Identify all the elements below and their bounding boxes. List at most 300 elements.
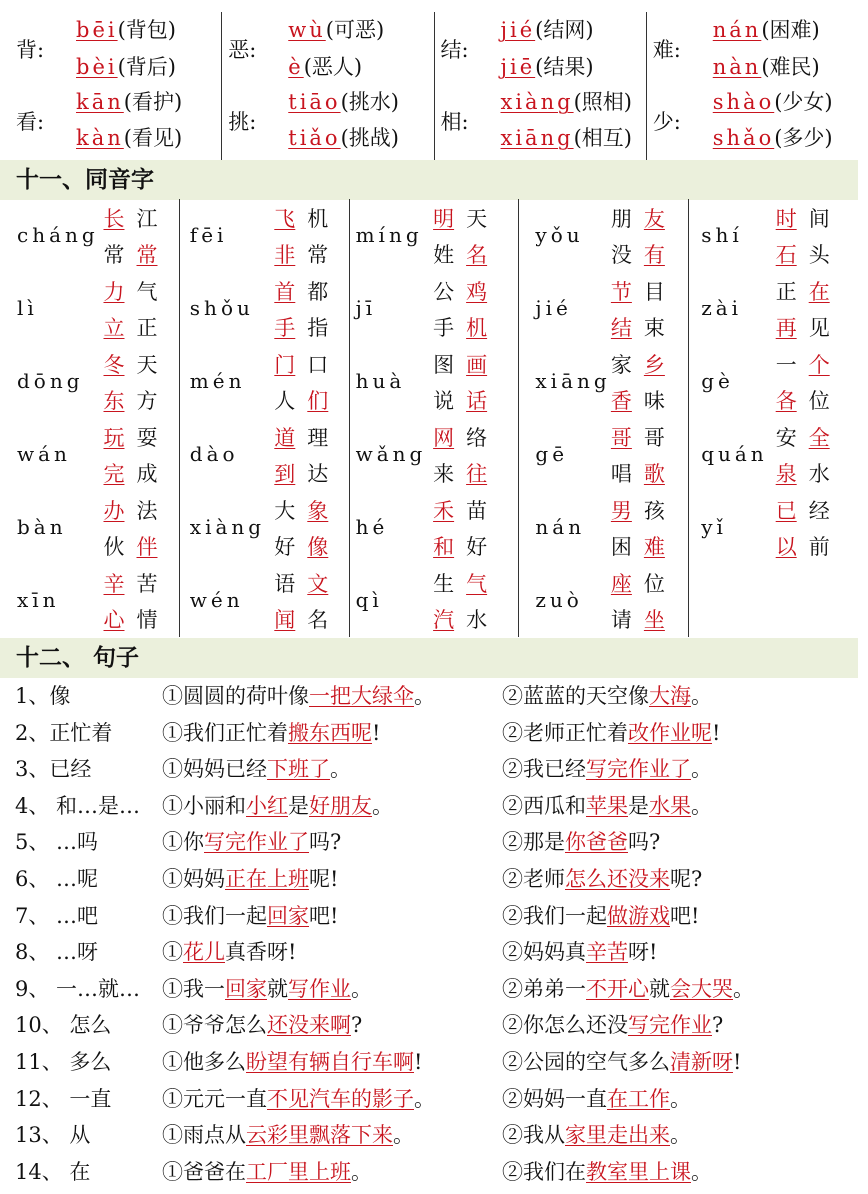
homophone-char: 机 [466, 316, 488, 340]
answer-text: 大海 [649, 684, 691, 708]
homophone-char: 好 [274, 535, 296, 559]
homophone-pinyin: míng [355, 223, 423, 247]
homophone-char: 天 [466, 207, 488, 231]
sentence-text: ②我已经 [502, 757, 586, 782]
homophone-char: 常 [136, 243, 158, 267]
homophone-char: 玩 [103, 426, 125, 450]
answer-text: 清新呀 [670, 1050, 733, 1074]
example-sentence [502, 753, 712, 783]
example-word: (结果) [535, 55, 594, 79]
homophone-char: 男 [610, 499, 632, 523]
sentence-text: 。 [372, 793, 393, 818]
homophone-char: 文 [307, 572, 329, 596]
homophone-char: 水 [808, 462, 830, 486]
example-sentence [162, 1156, 372, 1186]
sentence-number: 12、 一直 [15, 1086, 112, 1111]
polyphone-entry [76, 86, 182, 116]
homophone-char: 门 [274, 353, 296, 377]
polyphone-entry [288, 14, 384, 44]
example-word: (可恶) [325, 18, 385, 42]
homophone-char: 象 [307, 499, 329, 523]
homophone-char: 伙 [103, 535, 125, 559]
homophone-pinyin: mén [189, 369, 246, 393]
homophone-char: 正 [136, 316, 158, 340]
answer-text: 写完作业了 [586, 757, 691, 782]
answer-text: 辛苦 [586, 940, 628, 965]
homophone-char: 长 [103, 207, 125, 231]
homophone-char: 天 [136, 353, 158, 377]
answer-text: 搬东西呢 [288, 720, 372, 745]
homophone-pinyin: gē [535, 442, 569, 466]
homophone-char: 时 [775, 207, 797, 231]
polyphone-char: 少: [652, 110, 681, 134]
sentence-text: 。 [733, 976, 754, 1001]
example-word: (挑水) [340, 90, 399, 114]
answer-text: 正在上班 [225, 867, 309, 891]
homophone-char: 伴 [136, 535, 158, 559]
answer-text: 不见汽车的影子 [267, 1086, 414, 1111]
answer-text: 家里走出来 [565, 1123, 670, 1148]
polyphone-char: 背: [16, 38, 45, 62]
example-sentence [502, 680, 712, 710]
sentence-number: 6、 …呢 [15, 867, 99, 891]
homophone-char: 水 [466, 608, 488, 632]
homophone-char: 辛 [103, 572, 125, 596]
answer-text: 回家 [267, 903, 309, 928]
homophone-char: 心 [103, 608, 125, 632]
example-sentence [502, 936, 657, 966]
homophone-char: 完 [103, 462, 125, 486]
homophone-char: 苗 [466, 499, 488, 523]
homophone-char: 东 [103, 389, 125, 413]
homophone-pinyin: wén [189, 588, 244, 612]
homophone-char: 姓 [433, 243, 455, 267]
example-sentence [162, 717, 380, 747]
homophone-pinyin: dào [189, 442, 239, 466]
homophone-pinyin: yǐ [701, 515, 727, 539]
homophone-pinyin: yǒu [535, 223, 584, 247]
example-word: (背包) [117, 18, 176, 42]
sentence-text: ②妈妈真 [502, 940, 586, 965]
homophone-char: 唱 [610, 462, 632, 486]
example-sentence [502, 1083, 691, 1113]
example-sentence [162, 863, 338, 893]
example-word: (多少) [774, 126, 833, 150]
polyphone-entry [713, 14, 820, 44]
polyphone-char: 恶: [228, 38, 257, 62]
sentence-text: ? [351, 1013, 363, 1038]
sentence-text: 。 [414, 1086, 435, 1111]
pinyin: tiāo [288, 90, 341, 114]
answer-text: 一把大绿伞 [309, 684, 414, 708]
answer-text: 怎么还没来 [565, 867, 670, 891]
pinyin: è [288, 55, 304, 79]
polyphone-entry [288, 86, 399, 116]
sentence-text: ①雨点从 [162, 1123, 246, 1148]
sentence-text: ① [162, 940, 183, 965]
answer-text: 云彩里飘落下来 [246, 1123, 393, 1148]
homophone-char: 歌 [643, 462, 665, 486]
homophone-char: 手 [433, 316, 455, 340]
sentence-text: ①圆圆的荷叶像 [162, 684, 309, 708]
polyphone-entry [713, 86, 833, 116]
sentence-text: 真香呀! [225, 940, 297, 965]
homophone-pinyin: nán [535, 515, 586, 539]
homophone-char: 经 [808, 499, 830, 523]
homophone-char: 好 [466, 535, 488, 559]
example-word: (看见) [123, 126, 183, 150]
sentence-text: 呢? [670, 867, 703, 891]
answer-text: 写完作业 [628, 1013, 712, 1038]
homophone-table [10, 199, 858, 637]
example-word: (恶人) [303, 55, 363, 79]
homophone-char: 以 [775, 535, 797, 559]
homophone-pinyin: wǎng [355, 442, 427, 466]
homophone-char: 全 [808, 426, 830, 450]
example-sentence [502, 1009, 723, 1039]
sentence-number: 5、 …吗 [15, 830, 99, 855]
homophone-char: 说 [433, 389, 455, 413]
sentence-text: 就 [267, 976, 288, 1001]
homophone-char: 非 [274, 243, 296, 267]
homophone-pinyin: xiàng [189, 515, 266, 539]
homophone-column [350, 199, 520, 637]
homophone-char: 没 [610, 243, 632, 267]
homophone-char: 首 [274, 280, 296, 304]
polyphone-entry [76, 14, 176, 44]
answer-text: 好朋友 [309, 793, 372, 818]
homophone-char: 味 [643, 389, 665, 413]
sentence-text: ②那是 [502, 830, 565, 855]
homophone-pinyin: huà [355, 369, 406, 393]
sentence-text: ②弟弟一 [502, 976, 586, 1001]
homophone-pinyin: qì [355, 588, 383, 612]
sentence-text: ②你怎么还没 [502, 1013, 628, 1038]
sentence-text: 。 [691, 757, 712, 782]
sentence-text: 呀! [628, 940, 658, 965]
homophone-char: 指 [307, 316, 329, 340]
example-sentence [502, 1046, 741, 1076]
sentence-number: 8、 …呀 [15, 940, 99, 965]
answer-text: 改作业呢 [628, 720, 712, 745]
polyphone-char: 看: [16, 110, 45, 134]
homophone-char: 都 [307, 280, 329, 304]
homophone-char: 生 [433, 572, 455, 596]
polyphone-entry [76, 122, 182, 152]
pinyin: xiāng [500, 126, 574, 150]
example-word: (少女) [774, 90, 833, 114]
pinyin: wù [288, 18, 326, 42]
homophone-char: 头 [808, 243, 830, 267]
example-sentence [162, 973, 372, 1003]
sentence-text: 就 [649, 976, 670, 1001]
pinyin: kān [76, 90, 124, 114]
homophone-char: 见 [808, 316, 830, 340]
homophone-char: 间 [808, 207, 830, 231]
homophone-char: 个 [808, 353, 830, 377]
homophone-char: 苦 [136, 572, 158, 596]
homophone-char: 正 [775, 280, 797, 304]
sentence-number: 7、 …吧 [15, 903, 99, 928]
homophone-char: 坐 [643, 608, 665, 632]
homophone-pinyin: cháng [17, 223, 99, 247]
sentence-text: ②老师 [502, 867, 565, 891]
example-word: (挑战) [340, 126, 399, 150]
example-sentence [162, 1009, 362, 1039]
homophone-pinyin: shí [701, 223, 743, 247]
homophone-char: 座 [610, 572, 632, 596]
homophone-char: 请 [610, 608, 632, 632]
sentence-text: 。 [670, 1123, 691, 1148]
sentence-text: ②我们一起 [502, 903, 607, 928]
sentence-text: 。 [351, 1159, 372, 1184]
example-sentence [502, 973, 754, 1003]
section-12-title: 十二、 句子 [16, 645, 140, 671]
sentence-text: 。 [670, 1086, 691, 1111]
example-word: (照相) [573, 90, 632, 114]
homophone-char: 目 [643, 280, 665, 304]
homophone-char: 网 [433, 426, 455, 450]
homophone-char: 家 [610, 353, 632, 377]
homophone-char: 手 [274, 316, 296, 340]
homophone-char: 络 [466, 426, 488, 450]
homophone-pinyin: hé [355, 515, 389, 539]
polyphone-column [647, 12, 858, 160]
example-word: (相互) [573, 126, 632, 150]
sentence-text: 吧! [309, 903, 339, 928]
sentence-text: 。 [691, 684, 712, 708]
polyphone-entry [713, 51, 820, 81]
homophone-pinyin: gè [701, 369, 734, 393]
homophone-pinyin: lì [17, 296, 38, 320]
homophone-char: 冬 [103, 353, 125, 377]
sentence-number: 3、已经 [15, 757, 92, 782]
example-sentence [162, 680, 435, 710]
answer-text: 不开心 [586, 976, 649, 1001]
homophone-char: 结 [610, 316, 632, 340]
pinyin: nán [712, 18, 762, 42]
homophone-char: 节 [610, 280, 632, 304]
homophone-char: 立 [103, 316, 125, 340]
homophone-char: 禾 [433, 499, 455, 523]
homophone-char: 乡 [643, 353, 665, 377]
homophone-char: 像 [307, 535, 329, 559]
polyphone-entry [501, 122, 632, 152]
polyphone-char: 相: [440, 110, 469, 134]
answer-text: 水果 [649, 793, 691, 818]
example-sentence [162, 900, 338, 930]
homophone-pinyin: fēi [189, 223, 228, 247]
answer-text: 写作业 [288, 976, 351, 1001]
sentence-number: 2、正忙着 [15, 720, 113, 745]
homophone-char: 已 [775, 499, 797, 523]
example-word: (困难) [761, 18, 820, 42]
polyphone-entry [288, 122, 399, 152]
homophone-char: 朋 [610, 207, 632, 231]
sentence-text: 吗? [628, 830, 661, 855]
sentence-text: ①他多么 [162, 1050, 246, 1074]
homophone-char: 各 [775, 389, 797, 413]
sentence-text: 。 [691, 1159, 712, 1184]
homophone-char: 安 [775, 426, 797, 450]
homophone-char: 前 [808, 535, 830, 559]
sentence-text: ! [414, 1050, 423, 1074]
sentence-text: ! [733, 1050, 742, 1074]
homophone-char: 明 [433, 207, 455, 231]
homophone-char: 们 [307, 389, 329, 413]
sentence-text: ②妈妈一直 [502, 1086, 607, 1111]
homophone-column [519, 199, 689, 637]
answer-text: 在工作 [607, 1086, 670, 1111]
sentence-text: ①我们一起 [162, 903, 267, 928]
homophone-char: 力 [103, 280, 125, 304]
pinyin: jiē [500, 55, 536, 79]
sentence-text: ①妈妈 [162, 867, 225, 891]
homophone-char: 到 [274, 462, 296, 486]
homophone-char: 达 [307, 462, 329, 486]
homophone-char: 闻 [274, 608, 296, 632]
example-word: (背后) [117, 55, 176, 79]
homophone-char: 语 [274, 572, 296, 596]
sentence-text: ②西瓜和 [502, 793, 586, 818]
homophone-char: 和 [433, 535, 455, 559]
sentence-text: ! [372, 720, 381, 745]
sentence-text: 。 [691, 793, 712, 818]
pinyin: kàn [76, 126, 124, 150]
homophone-char: 画 [466, 353, 488, 377]
sentence-text: 是 [288, 793, 309, 818]
homophone-char: 人 [274, 389, 296, 413]
sentence-number: 4、 和…是… [15, 793, 141, 818]
answer-text: 会大哭 [670, 976, 733, 1001]
example-sentence [502, 900, 699, 930]
example-sentence [162, 826, 341, 856]
pinyin: bēi [76, 18, 118, 42]
homophone-char: 常 [307, 243, 329, 267]
homophone-char: 成 [136, 462, 158, 486]
sentence-text: ②公园的空气多么 [502, 1050, 670, 1074]
sentence-text: ①爸爸在 [162, 1159, 246, 1184]
answer-text: 花儿 [183, 940, 225, 965]
sentence-text: 。 [330, 757, 351, 782]
homophone-char: 孩 [643, 499, 665, 523]
answer-text: 小红 [246, 793, 288, 818]
answer-text: 教室里上课 [586, 1159, 691, 1184]
homophone-pinyin: jié [535, 296, 572, 320]
homophone-char: 道 [274, 426, 296, 450]
polyphone-char: 挑: [228, 110, 257, 134]
homophone-pinyin: dōng [17, 369, 84, 393]
answer-text: 下班了 [267, 757, 330, 782]
example-sentence [502, 790, 712, 820]
sentence-text: 。 [393, 1123, 414, 1148]
homophone-pinyin: xīn [17, 588, 60, 612]
homophone-char: 鸡 [466, 280, 488, 304]
homophone-char: 香 [610, 389, 632, 413]
sentence-text: ? [712, 1013, 724, 1038]
homophone-char: 哥 [643, 426, 665, 450]
homophone-char: 气 [466, 572, 488, 596]
homophone-char: 哥 [610, 426, 632, 450]
homophone-char: 束 [643, 316, 665, 340]
polyphone-entry [501, 14, 594, 44]
homophone-char: 有 [643, 243, 665, 267]
homophone-char: 常 [103, 243, 125, 267]
answer-text: 盼望有辆自行车啊 [246, 1050, 414, 1074]
homophone-char: 位 [808, 389, 830, 413]
homophone-column [180, 199, 350, 637]
homophone-char: 再 [775, 316, 797, 340]
sentence-text: 是 [628, 793, 649, 818]
polyphone-char: 结: [440, 38, 469, 62]
homophone-char: 石 [775, 243, 797, 267]
section-12-header [0, 638, 858, 678]
sentence-text: ①我一 [162, 976, 225, 1001]
answer-text: 工厂里上班 [246, 1159, 351, 1184]
sentence-text: 。 [414, 684, 435, 708]
example-sentence [502, 717, 720, 747]
polyphone-entry [501, 51, 594, 81]
sentence-text: ①爷爷怎么 [162, 1013, 267, 1038]
sentence-text: ①你 [162, 830, 204, 855]
sentence-number: 10、 怎么 [15, 1013, 112, 1038]
sentence-text: ①元元一直 [162, 1086, 267, 1111]
section-11-title: 十一、同音字 [16, 167, 154, 193]
homophone-char: 情 [136, 608, 158, 632]
homophone-char: 江 [136, 207, 158, 231]
homophone-char: 位 [643, 572, 665, 596]
homophone-char: 办 [103, 499, 125, 523]
pinyin: nàn [712, 55, 762, 79]
homophone-char: 机 [307, 207, 329, 231]
answer-text: 做游戏 [607, 903, 670, 928]
polyphone-entry [501, 86, 632, 116]
homophone-pinyin: shǒu [189, 296, 254, 320]
homophone-char: 往 [466, 462, 488, 486]
pinyin: shào [712, 90, 775, 114]
homophone-char: 名 [307, 608, 329, 632]
example-sentence [162, 790, 393, 820]
homophone-pinyin: wán [17, 442, 71, 466]
homophone-char: 法 [136, 499, 158, 523]
sentence-number: 11、 多么 [15, 1050, 112, 1074]
sentence-text: ②蓝蓝的天空像 [502, 684, 649, 708]
example-sentence [502, 826, 660, 856]
polyphone-column [435, 12, 647, 160]
homophone-char: 飞 [274, 207, 296, 231]
homophone-char: 耍 [136, 426, 158, 450]
sentence-text: ①小丽和 [162, 793, 246, 818]
sentence-text: 吧! [670, 903, 700, 928]
homophone-pinyin: bàn [17, 515, 67, 539]
homophone-char: 话 [466, 389, 488, 413]
homophone-char: 难 [643, 535, 665, 559]
example-sentence [162, 936, 296, 966]
sentence-number: 13、 从 [15, 1123, 91, 1148]
pinyin: tiǎo [288, 126, 341, 150]
sentence-text: 。 [351, 976, 372, 1001]
sentence-text: ②我从 [502, 1123, 565, 1148]
section-11-header [0, 160, 858, 200]
homophone-char: 在 [808, 280, 830, 304]
polyphone-column [222, 12, 434, 160]
answer-text: 还没来啊 [267, 1013, 351, 1038]
pinyin: bèi [76, 55, 118, 79]
homophone-char: 名 [466, 243, 488, 267]
homophone-char: 公 [433, 280, 455, 304]
polyphone-entry [288, 51, 362, 81]
homophone-char: 一 [775, 353, 797, 377]
